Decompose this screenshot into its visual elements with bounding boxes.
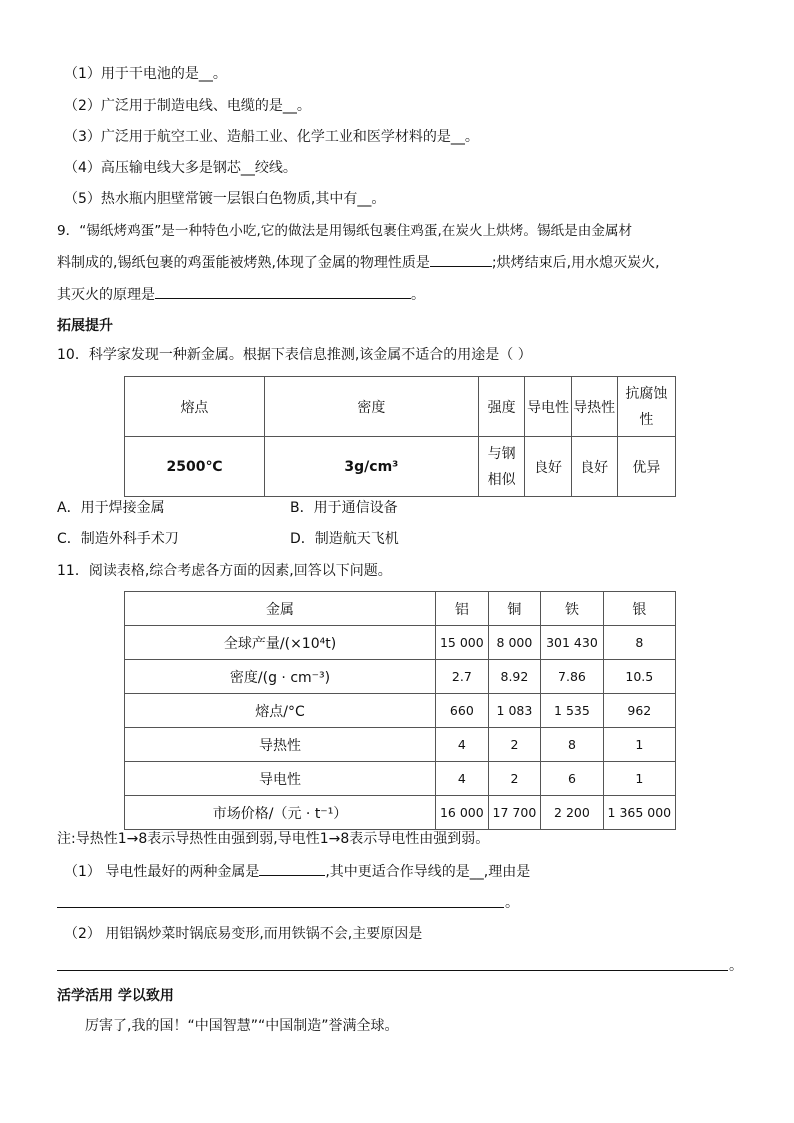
answer-blank[interactable] — [259, 861, 325, 876]
q9-text: 料制成的,锡纸包裹的鸡蛋能被烤熟,体现了金属的物理性质是 — [57, 255, 430, 271]
period: 。 — [505, 895, 519, 911]
table-cell: 1 535 — [541, 694, 603, 728]
table-cell: 导电性 — [125, 762, 436, 796]
period: 。 — [729, 958, 743, 974]
table-cell: 良好 — [525, 437, 571, 497]
table-header-cell: 导热性 — [571, 377, 617, 437]
item-text: 广泛用于制造电线、电缆的是__。 — [100, 98, 311, 114]
table-cell: 8 000 — [488, 626, 541, 660]
table-header-cell: 密度 — [264, 377, 478, 437]
table-header-cell: 金属 — [125, 592, 436, 626]
table-cell: 导热性 — [125, 728, 436, 762]
answer-line[interactable] — [57, 970, 728, 971]
item-number: （2） — [64, 98, 101, 114]
table-header-cell: 强度 — [478, 377, 525, 437]
answer-line[interactable] — [57, 907, 504, 908]
table-cell: 良好 — [571, 437, 617, 497]
table-row — [125, 728, 676, 762]
item-text: 热水瓶内胆壁常镀一层银白色物质,其中有__。 — [100, 191, 386, 207]
table-cell: 1 365 000 — [603, 796, 675, 830]
q9-line-1: 9．“锡纸烤鸡蛋”是一种特色小吃,它的做法是用锡纸包裹住鸡蛋,在炭火上烘烤。锡纸是由金属材 — [57, 223, 633, 239]
item-number: （4） — [64, 160, 101, 176]
q10-stem: 10．科学家发现一种新金属。根据下表信息推测,该金属不适合的用途是（ ） — [57, 347, 532, 363]
table-cell: 4 — [436, 728, 489, 762]
q10-option-d[interactable]: D．制造航天飞机 — [290, 531, 399, 547]
table-cell: 与钢相似 — [478, 437, 525, 497]
table-cell: 1 083 — [488, 694, 541, 728]
table-cell: 10.5 — [603, 660, 675, 694]
table-cell: 优异 — [617, 437, 675, 497]
item-text: 高压输电线大多是钢芯__绞线。 — [100, 160, 297, 176]
table-cell: 301 430 — [541, 626, 603, 660]
answer-blank[interactable] — [430, 252, 492, 267]
item-number: （3） — [64, 129, 101, 145]
q11-part-2: （2） 用铝锅炒菜时锅底易变形,而用铁锅不会,主要原因是 — [64, 926, 423, 942]
q10-property-table — [124, 376, 676, 497]
q9-text: ;烘烤结束后,用水熄灭炭火, — [491, 255, 660, 271]
table-cell: 1 — [603, 728, 675, 762]
q11-part-1 — [64, 861, 530, 882]
q11-text: ,其中更适合作导线的是__,理由是 — [325, 864, 531, 880]
item-text: 用于干电池的是__。 — [100, 66, 227, 82]
item-number: （1） — [64, 66, 101, 82]
closing-paragraph: 厉害了,我的国！“中国智慧”“中国制造”誉满全球。 — [85, 1018, 399, 1034]
table-cell: 市场价格/（元 · t⁻¹） — [125, 796, 436, 830]
q8-item-5 — [64, 189, 385, 209]
table-row — [125, 762, 676, 796]
item-text: 广泛用于航空工业、造船工业、化学工业和医学材料的是__。 — [100, 129, 479, 145]
q10-option-c[interactable]: C．制造外科手术刀 — [57, 531, 179, 547]
table-row — [125, 626, 676, 660]
q8-item-3 — [64, 127, 479, 147]
table-row — [125, 694, 676, 728]
table-cell: 962 — [603, 694, 675, 728]
q11-metal-table — [124, 591, 676, 830]
table-cell: 2 200 — [541, 796, 603, 830]
q10-option-a[interactable]: A．用于焊接金属 — [57, 500, 165, 516]
table-row — [125, 660, 676, 694]
table-row — [125, 796, 676, 830]
table-header-cell: 铁 — [541, 592, 603, 626]
table-cell: 熔点/°C — [125, 694, 436, 728]
table-cell: 6 — [541, 762, 603, 796]
q8-item-1 — [64, 64, 227, 84]
table-cell: 1 — [603, 762, 675, 796]
table-cell: 660 — [436, 694, 489, 728]
table-cell: 2 — [488, 762, 541, 796]
item-number: （5） — [64, 191, 101, 207]
q9-line-3 — [57, 284, 425, 305]
table-cell: 全球产量/(×10⁴t) — [125, 626, 436, 660]
table-header-cell: 银 — [603, 592, 675, 626]
table-header-cell: 熔点 — [125, 377, 265, 437]
q9-text: 。 — [411, 287, 425, 303]
q11-text: （1） 导电性最好的两种金属是 — [64, 864, 260, 880]
table-cell: 15 000 — [436, 626, 489, 660]
section-heading-application: 活学活用 学以致用 — [57, 988, 174, 1004]
table-cell: 2.7 — [436, 660, 489, 694]
table-header-cell: 铜 — [488, 592, 541, 626]
q9-text: 其灭火的原理是 — [57, 287, 155, 303]
table-cell: 7.86 — [541, 660, 603, 694]
table-header-cell: 导电性 — [525, 377, 571, 437]
table-cell: 8 — [541, 728, 603, 762]
table-cell: 2 — [488, 728, 541, 762]
table-cell: 8.92 — [488, 660, 541, 694]
q11-stem: 11．阅读表格,综合考虑各方面的因素,回答以下问题。 — [57, 563, 392, 579]
table-cell: 4 — [436, 762, 489, 796]
table-cell: 3g/cm³ — [264, 437, 478, 497]
q8-item-2 — [64, 96, 311, 116]
q10-option-b[interactable]: B．用于通信设备 — [290, 500, 398, 516]
table-cell: 密度/(g · cm⁻³) — [125, 660, 436, 694]
q9-line-2 — [57, 252, 660, 273]
table-header-cell: 铝 — [436, 592, 489, 626]
table-header-cell: 抗腐蚀性 — [617, 377, 675, 437]
section-heading-extension: 拓展提升 — [57, 318, 113, 334]
table-cell: 16 000 — [436, 796, 489, 830]
q8-item-4 — [64, 158, 297, 178]
answer-blank[interactable] — [155, 284, 411, 299]
table-cell: 2500℃ — [125, 437, 265, 497]
q11-note: 注:导热性1→8表示导热性由强到弱,导电性1→8表示导电性由强到弱。 — [57, 831, 490, 847]
table-cell: 8 — [603, 626, 675, 660]
table-cell: 17 700 — [488, 796, 541, 830]
